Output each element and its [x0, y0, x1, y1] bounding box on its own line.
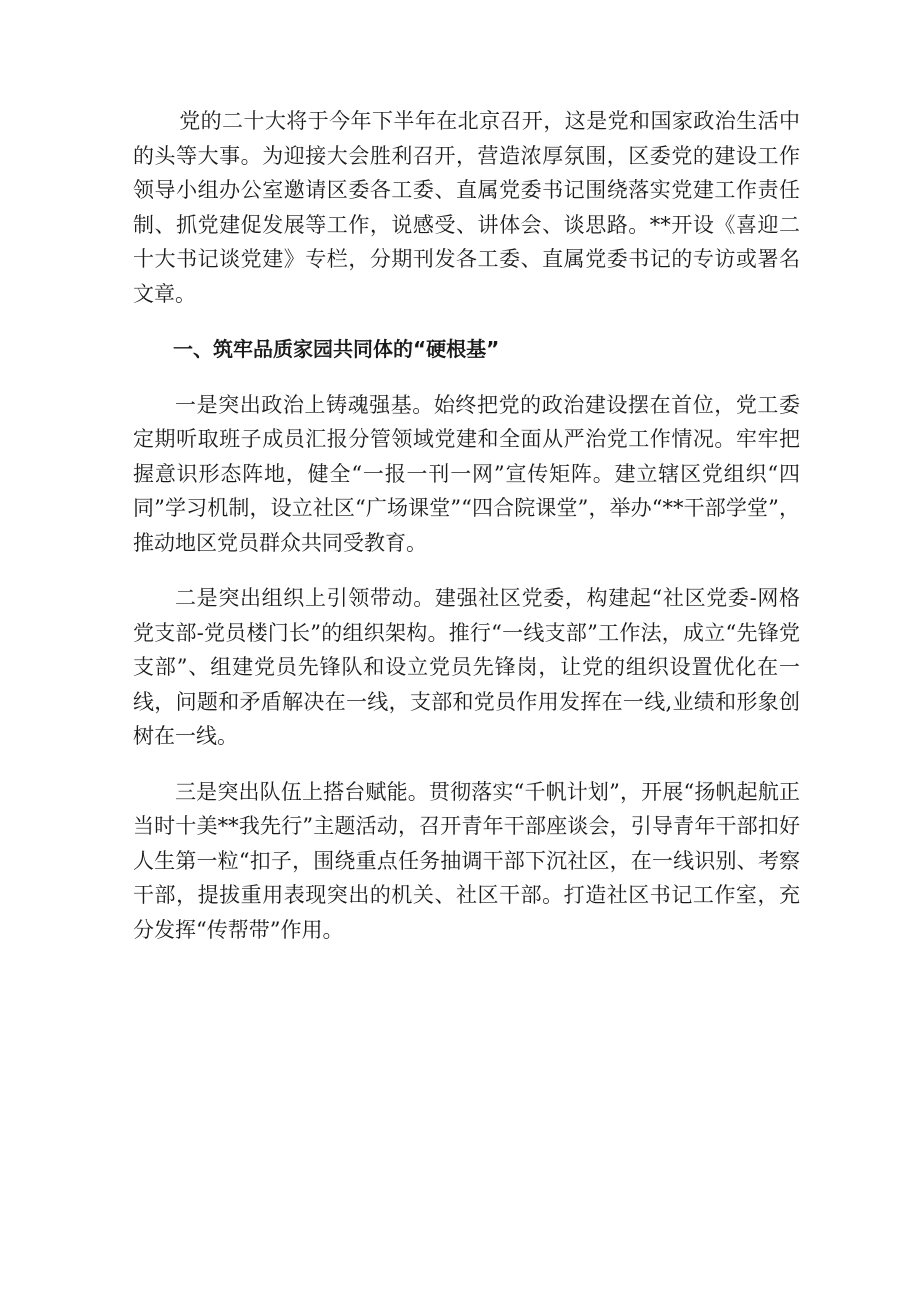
intro-paragraph: 党的二十大将于今年下半年在北京召开，这是党和国家政治生活中的头等大事。为迎接大会胜利召开，营造浓厚氛围，区委党的建设工作领导小组办公室邀请区委各工委、直属党委书记围绕落实党建工作责任制、抓党建促发展等工作，说感受、讲体会、谈思路。**开设《喜迎二十大书记谈党建》专栏，分期刊发各工委、直属党委书记的专访或署名文章。	[133, 109, 800, 306]
section-paragraph-3: 三是突出队伍上搭台赋能。贯彻落实“千帆计划”，开展“扬帆起航正当时十美**我先行”主题活动，召开青年干部座谈会，引导青年干部扣好人生第一粒“扣子，围绕重点任务抽调干部下沉社区，在一线识别、考察干部，提拔重用表现突出的机关、社区干部。打造社区书记工作室，充分发挥“传帮带”作用。	[133, 779, 800, 942]
document-body	[133, 104, 800, 968]
section-heading: 一、筑牢品质家园共同体的“硬根基”	[173, 337, 500, 361]
section-paragraph-1: 一是突出政治上铸魂强基。始终把党的政治建设摆在首位，党工委定期听取班子成员汇报分管领域党建和全面从严治党工作情况。牢牢把握意识形态阵地，健全“一报一刊一网”宣传矩阵。建立辖区党组织“四同”学习机制，设立社区“广场课堂”“四合院课堂”，举办“**干部学堂”，推动地区党员群众共同受教育。	[133, 392, 800, 555]
section-paragraph-2: 二是突出组织上引领带动。建强社区党委，构建起“社区党委-网格党支部-党员楼门长”的组织架构。推行“一线支部”工作法，成立“先锋党支部”、组建党员先锋队和设立党员先锋岗，让党的组织设置优化在一线，问题和矛盾解决在一线，支部和党员作用发挥在一线,业绩和形象创树在一线。	[133, 586, 800, 748]
